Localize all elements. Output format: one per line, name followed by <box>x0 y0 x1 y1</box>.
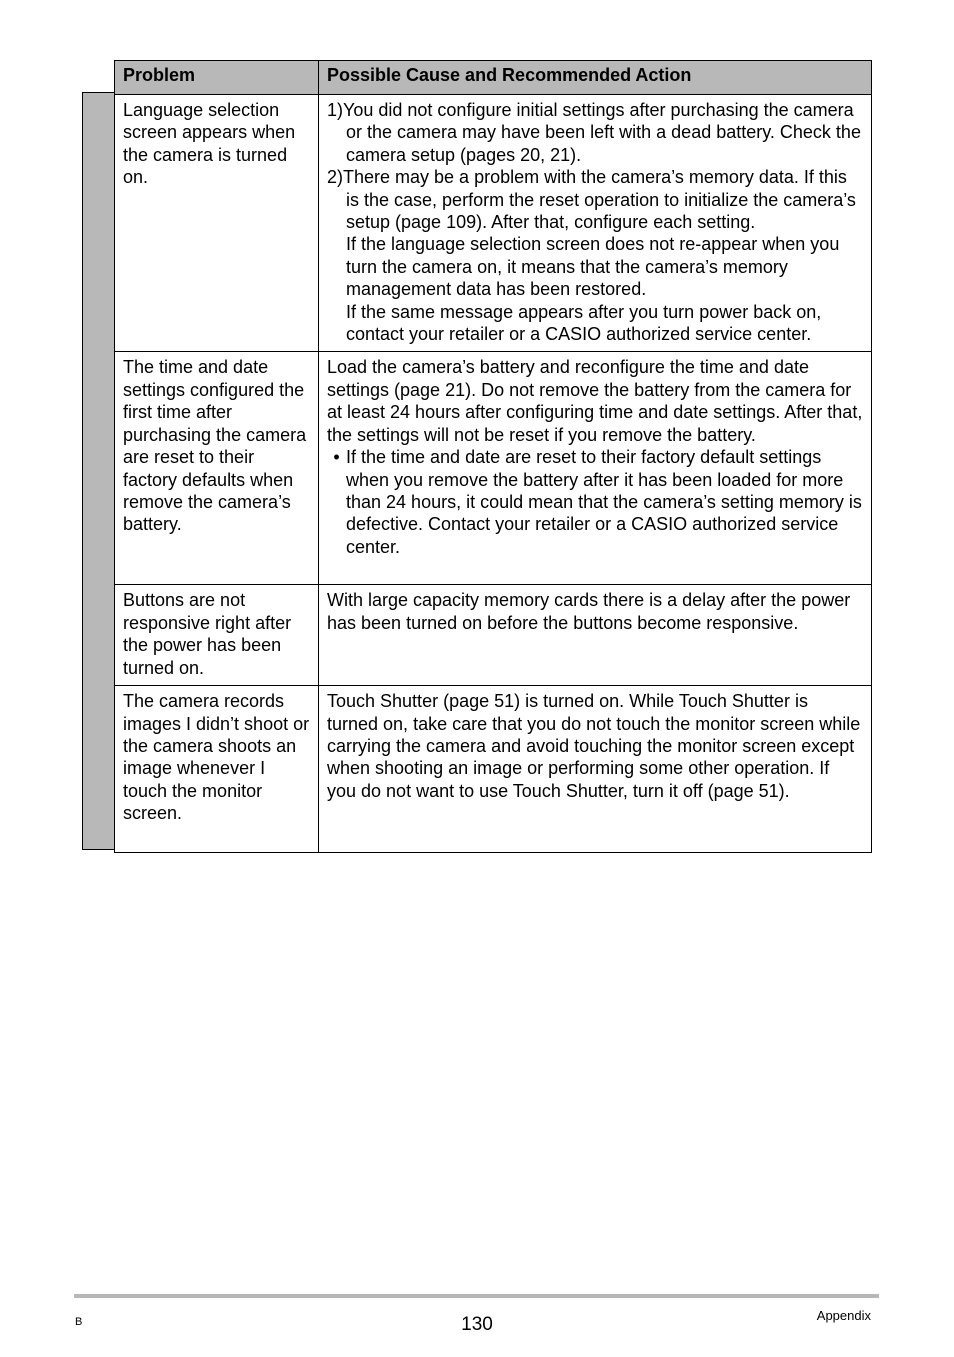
section-tab-bar <box>82 92 115 850</box>
action-bullet-text: If the time and date are reset to their factory default settings when you remove the battery after it has been loaded for more than 24 hours, it could mean that the camera’s setting memory is defective. Contact your retailer or a CASIO authorized service center. <box>346 447 862 557</box>
footer-language-code: B <box>75 1316 83 1328</box>
troubleshooting-table <box>114 60 872 853</box>
action-text: Load the camera’s battery and reconfigure the time and date settings (page 21). Do not remove the battery from the camera for at least 24 hours after configuring time and date settings. After that, the settings will not be reset if you remove the battery. <box>327 357 863 445</box>
action-cell: Touch Shutter (page 51) is turned on. While Touch Shutter is turned on, take care that you do not touch the monitor screen while carrying the camera and avoid touching the monitor screen except when shooting an image or performing some other operation. If you do not want to use Touch Shutter, turn it off (page 51). <box>319 686 872 853</box>
action-cell <box>319 352 872 585</box>
footer-divider <box>74 1294 879 1298</box>
table-row <box>115 686 872 853</box>
table-header-row <box>115 61 872 95</box>
footer-section-name: Appendix <box>816 1308 871 1323</box>
action-item: 1)You did not configure initial settings after purchasing the camera or the camera may have been left with a dead battery. Check the camera setup (pages 20, 21). <box>327 100 861 165</box>
action-bullet-item <box>327 446 863 558</box>
action-cell: With large capacity memory cards there is a delay after the power has been turned on before the buttons become responsive. <box>319 585 872 686</box>
action-cell <box>319 95 872 352</box>
problem-cell: The time and date settings configured the first time after purchasing the camera are reset to their factory defaults when remove the camera’s battery. <box>115 352 319 585</box>
table-row <box>115 95 872 352</box>
header-action: Possible Cause and Recommended Action <box>319 61 872 95</box>
header-problem: Problem <box>115 61 319 95</box>
bullet-icon: • <box>333 447 340 468</box>
action-item: 2)There may be a problem with the camera’s memory data. If this is the case, perform the reset operation to initialize the camera’s setup (page 109). After that, configure each setting. <box>327 167 856 233</box>
problem-cell: Buttons are not responsive right after the power has been turned on. <box>115 585 319 686</box>
action-continuation: If the same message appears after you turn power back on, contact your retailer or a CASIO authorized service center. <box>346 301 822 345</box>
table-row <box>115 585 872 686</box>
action-continuation: If the language selection screen does not re-appear when you turn the camera on, it means that the camera’s memory management data has been restored. <box>346 234 840 300</box>
table-row <box>115 352 872 585</box>
problem-cell: The camera records images I didn’t shoot or the camera shoots an image whenever I touch the monitor screen. <box>115 686 319 853</box>
problem-cell: Language selection screen appears when the camera is turned on. <box>115 95 319 352</box>
page-number: 130 <box>461 1314 493 1335</box>
